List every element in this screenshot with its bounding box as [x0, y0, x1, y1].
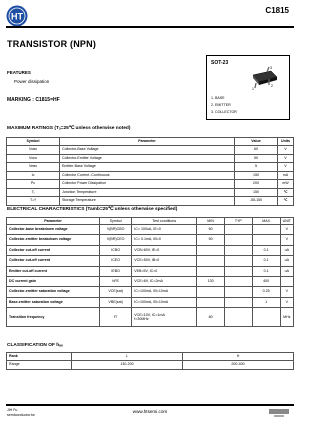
pin-number-3: 3	[270, 66, 272, 70]
cell: 60	[235, 146, 278, 155]
col-header: Parameter	[60, 138, 235, 146]
cell: uA	[280, 245, 293, 255]
cell: ICEO	[100, 256, 132, 266]
col-header: MAX	[252, 218, 280, 225]
cell: hFE	[100, 277, 132, 287]
classification-table	[6, 352, 294, 370]
cell: mA	[278, 171, 294, 180]
cell: Vᴄʙᴏ	[7, 146, 60, 155]
cell: Base-emitter saturation voltage	[7, 297, 100, 307]
col-header: MIN	[197, 218, 225, 225]
col-header: Symbol	[7, 138, 60, 146]
elec-char-title: ELECTRICAL CHARACTERISTICS (Tamb=25℃ unless otherwise specified)	[7, 207, 178, 212]
cell: V	[280, 287, 293, 297]
footer-line: semiconductor.tw	[7, 413, 35, 417]
cell: VCE=6V, IC=2mA	[132, 277, 197, 287]
cell: ℃	[278, 188, 294, 197]
cell: MHz	[280, 308, 293, 327]
cell	[224, 308, 252, 327]
max-ratings-table	[6, 137, 294, 206]
cell	[224, 235, 252, 245]
sot23-package-icon	[247, 65, 283, 91]
footer-mark-icon	[268, 408, 290, 418]
cell: Junction Temperature	[60, 188, 235, 197]
col-header: Symbol	[100, 218, 132, 225]
cell: Collector-Emitter Voltage	[60, 154, 235, 163]
cell	[224, 225, 252, 235]
cell	[197, 287, 225, 297]
cell: Emitter-Base Voltage	[60, 163, 235, 172]
cell: Collector-Base Voltage	[60, 146, 235, 155]
footer-line: JiH Fu	[7, 408, 18, 412]
cell: IC=100mA, IB=10mA	[132, 297, 197, 307]
classification-title: CLASSIFICATION OF hₒₑ	[7, 343, 63, 348]
cell: Transition frequency	[7, 308, 100, 327]
cell: 50	[235, 154, 278, 163]
cell: Collector Current -Continuous	[60, 171, 235, 180]
cell: 130	[197, 277, 225, 287]
cell: VCE(sat)	[100, 287, 132, 297]
table-row	[7, 353, 294, 361]
table-row	[7, 277, 294, 287]
cell: IC=100mA, IB=10mA	[132, 287, 197, 297]
table-row	[7, 266, 294, 276]
table-row	[7, 163, 294, 172]
table-row	[7, 256, 294, 266]
cell: VBE(sat)	[100, 297, 132, 307]
cell: H	[183, 353, 294, 361]
col-header: Value	[235, 138, 278, 146]
feature-item: Power dissipation	[14, 79, 50, 84]
cell: Vᴇʙᴏ	[7, 163, 60, 172]
cell: -55-150	[235, 197, 278, 206]
table-row	[7, 297, 294, 307]
cell	[252, 308, 280, 327]
cell: mW	[278, 180, 294, 189]
cell: V	[280, 235, 293, 245]
table-row	[7, 171, 294, 180]
cell: Collector Power Dissipation	[60, 180, 235, 189]
cell: 1	[252, 297, 280, 307]
cell: fT	[100, 308, 132, 327]
col-header: Units	[278, 138, 294, 146]
cond-line: VCE=10V, IC=1mA	[134, 312, 165, 317]
cell: 50	[197, 235, 225, 245]
svg-text:HT: HT	[11, 11, 23, 22]
cell: DC current gain	[7, 277, 100, 287]
table-row	[7, 361, 294, 369]
col-header: TYP	[224, 218, 252, 225]
cell	[224, 287, 252, 297]
cell	[280, 277, 293, 287]
cell: V(BR)CEO	[100, 235, 132, 245]
table-row	[7, 245, 294, 255]
table-row	[7, 180, 294, 189]
cell: VCE=50V, IB=0	[132, 256, 197, 266]
cell	[197, 297, 225, 307]
cell	[197, 256, 225, 266]
cell	[132, 308, 197, 327]
pin-number-1: 1	[252, 87, 254, 91]
cell	[252, 225, 280, 235]
cell: Vᴄᴇᴏ	[7, 154, 60, 163]
cell	[224, 245, 252, 255]
cell: Storage Temperature	[60, 197, 235, 206]
cell: Range	[7, 361, 72, 369]
cell: 80	[197, 308, 225, 327]
part-number: C1815	[265, 6, 289, 15]
pin-label-collector: 3. COLLECTOR	[211, 110, 237, 114]
cell: 0.25	[252, 287, 280, 297]
cell: V	[278, 163, 294, 172]
cell: 0.1	[252, 266, 280, 276]
table-row	[7, 154, 294, 163]
cell: 400	[252, 277, 280, 287]
cell	[224, 277, 252, 287]
table-header-row	[7, 138, 294, 146]
cell: Collector cut-off current	[7, 256, 100, 266]
cell: Tₛₜᵍ	[7, 197, 60, 206]
cell	[224, 297, 252, 307]
table-row	[7, 188, 294, 197]
table-row	[7, 235, 294, 245]
cell: Iᴄ	[7, 171, 60, 180]
elec-char-table	[6, 217, 294, 327]
cell: Collector-emitter saturation voltage	[7, 287, 100, 297]
cell: 200	[235, 180, 278, 189]
cell: 200-400	[183, 361, 294, 369]
cell: 150	[235, 171, 278, 180]
cell: L	[72, 353, 183, 361]
cell: Collector-emitter breakdown voltage	[7, 235, 100, 245]
col-header: Test conditions	[132, 218, 197, 225]
col-header: Parameter	[7, 218, 100, 225]
table-row	[7, 308, 294, 327]
max-ratings-title: MAXIMUM RATINGS (Tₐ=25℃ unless otherwise noted)	[7, 126, 131, 131]
cell: 0.1	[252, 245, 280, 255]
company-logo	[6, 5, 28, 27]
cell: VEB=5V, IC=0	[132, 266, 197, 276]
header-rule	[6, 26, 294, 28]
features-heading: FEATURES	[7, 70, 31, 75]
table-row	[7, 146, 294, 155]
cell	[197, 266, 225, 276]
table-row	[7, 197, 294, 206]
cell	[224, 266, 252, 276]
cell: Rank	[7, 353, 72, 361]
cell	[252, 235, 280, 245]
cell	[224, 256, 252, 266]
col-header: UNIT	[280, 218, 293, 225]
cell: Collector-base breakdown voltage	[7, 225, 100, 235]
pin-label-base: 1. BASE	[211, 96, 225, 100]
cell: 150	[235, 188, 278, 197]
pin-number-2: 2	[271, 84, 273, 88]
cell: 130-200	[72, 361, 183, 369]
cell: uA	[280, 266, 293, 276]
cell: V(BR)CBO	[100, 225, 132, 235]
table-header-row	[7, 218, 294, 225]
cell: uA	[280, 256, 293, 266]
cell: 0.1	[252, 256, 280, 266]
cell: ℃	[278, 197, 294, 206]
cell: IC= 0.1mA, IB=0	[132, 235, 197, 245]
cell: V	[280, 225, 293, 235]
cell: Collector cut-off current	[7, 245, 100, 255]
footer-website-link[interactable]: www.htsemi.com	[132, 409, 168, 414]
cell: ICBO	[100, 245, 132, 255]
cell: 60	[197, 225, 225, 235]
cond-line: f=30MHz	[134, 317, 149, 322]
page-title: TRANSISTOR (NPN)	[7, 39, 97, 49]
footer-rule	[6, 404, 294, 406]
cell: IC= 100uA, IE=0	[132, 225, 197, 235]
cell: V	[278, 154, 294, 163]
cell: Pᴄ	[7, 180, 60, 189]
cell: IEBO	[100, 266, 132, 276]
table-row	[7, 287, 294, 297]
package-name: SOT-23	[211, 60, 229, 66]
cell: Emitter cut-off current	[7, 266, 100, 276]
package-box	[206, 55, 290, 120]
cell: V	[280, 297, 293, 307]
marking-label: MARKING : C1815=HF	[7, 97, 60, 103]
cell: Tⱼ	[7, 188, 60, 197]
table-row	[7, 225, 294, 235]
cell	[197, 245, 225, 255]
pin-label-emitter: 2. EMITTER	[211, 103, 231, 107]
cell: 5	[235, 163, 278, 172]
cell: V	[278, 146, 294, 155]
cell: VCB=60V, IE=0	[132, 245, 197, 255]
